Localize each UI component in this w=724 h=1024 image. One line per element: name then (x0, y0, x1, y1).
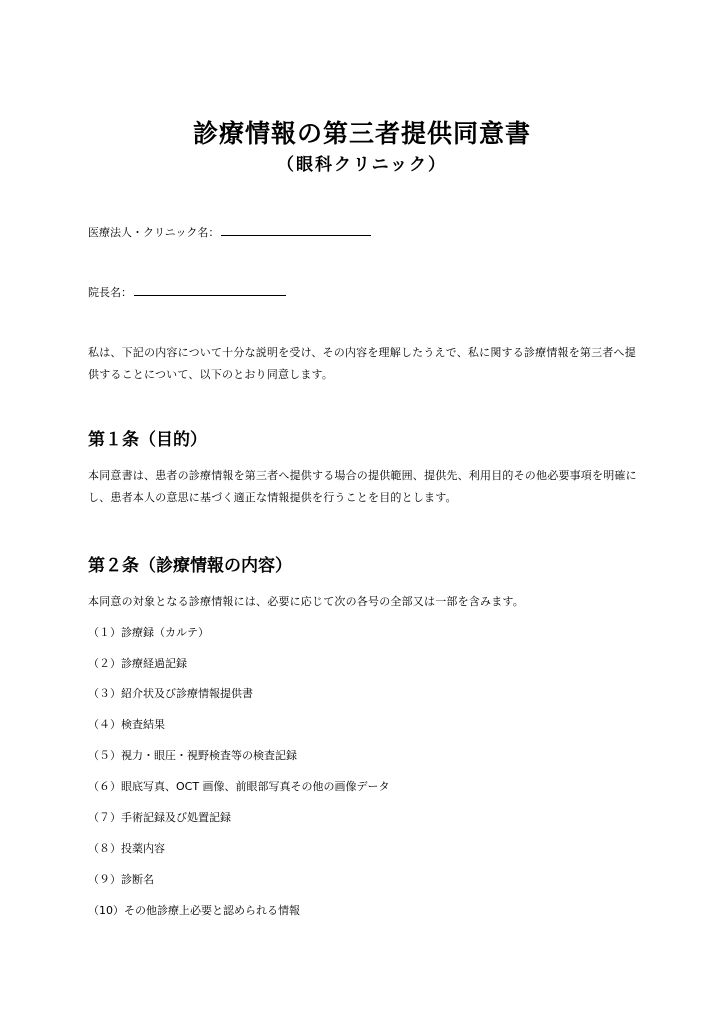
article-1-heading: 第１条（目的） (88, 430, 207, 450)
clinic-name-field (88, 224, 371, 241)
list-item: （９）診断名 (88, 873, 154, 886)
director-name-label: 院長名： (88, 286, 132, 299)
article-2-heading: 第２条（診療情報の内容） (88, 556, 292, 576)
article-2-body: 本同意の対象となる診療情報には、必要に応じて次の各号の全部又は一部を含みます。 (88, 595, 524, 608)
list-item: （４）検査結果 (88, 718, 165, 731)
list-item: （２）診療経過記録 (88, 657, 187, 670)
list-item: （１）診療録（カルテ） (88, 626, 209, 639)
intro-paragraph: 私は、下記の内容について十分な説明を受け、その内容を理解したうえで、私に関する診療情報を第三者へ提供することについて、以下のとおり同意します。 (88, 346, 636, 381)
list-item: （８）投薬内容 (88, 842, 165, 855)
document-subtitle: （眼科クリニック） (277, 155, 447, 175)
clinic-name-blank (221, 224, 371, 236)
list-item: （10）その他診療上必要と認められる情報 (88, 904, 300, 917)
clinic-name-label: 医療法人・クリニック名： (88, 226, 220, 239)
list-item: （５）視力・眼圧・視野検査等の検査記録 (88, 749, 297, 762)
director-name-blank (134, 284, 286, 296)
list-item: （３）紹介状及び診療情報提供書 (88, 687, 253, 700)
article-1-body: 本同意書は、患者の診療情報を第三者へ提供する場合の提供範囲、提供先、利用目的その他必要事項を明確にし、患者本人の意思に基づく適正な情報提供を行うことを目的とします。 (88, 469, 637, 504)
document-title: 診療情報の第三者提供同意書 (192, 119, 531, 148)
list-item: （７）手術記録及び処置記録 (88, 811, 231, 824)
director-name-field (88, 284, 286, 301)
list-item: （６）眼底写真、OCT 画像、前眼部写真その他の画像データ (88, 780, 390, 793)
